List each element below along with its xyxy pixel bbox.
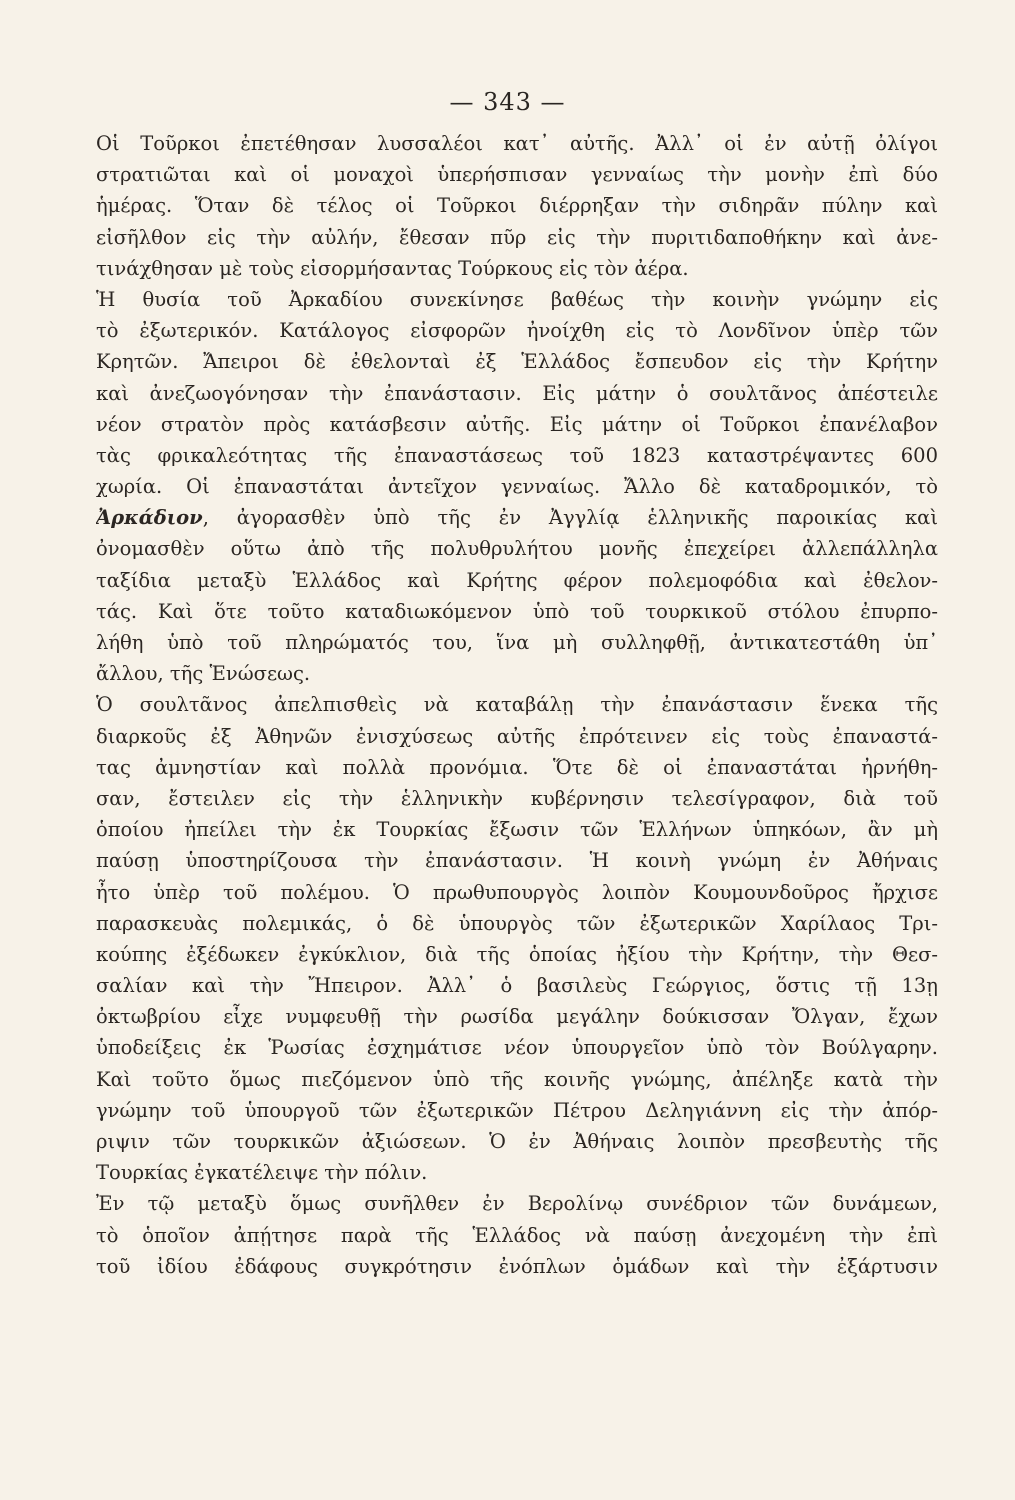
text-line (96, 1220, 938, 1251)
text-line (96, 783, 938, 814)
text-line-content: διαρκοῦς ἐξ Ἀθηνῶν ἐνισχύσεως αὐτῆς ἐπρότεινεν εἰς τοὺς ἐπαναστά- (96, 724, 938, 748)
text-line (96, 1032, 938, 1063)
body-text (96, 128, 938, 1282)
text-line-content: καὶ ἀνεζωογόνησαν τὴν ἐπανάστασιν. Εἰς μάτην ὁ σουλτᾶνος ἀπέστειλε (96, 381, 938, 405)
text-line (96, 1095, 938, 1126)
text-line-content: τὸ ὁποῖον ἀπῄτησε παρὰ τῆς Ἑλλάδος νὰ παύσῃ ἀνεχομένη τὴν ἐπὶ (96, 1223, 938, 1247)
text-line (96, 128, 938, 159)
text-line (96, 689, 938, 720)
text-line (96, 409, 938, 440)
text-line (96, 378, 938, 409)
text-line-content: ὁποίου ἠπείλει τὴν ἐκ Τουρκίας ἔξωσιν τῶν Ἑλλήνων ὑπηκόων, ἂν μὴ (96, 818, 938, 842)
text-line-content: ταξίδια μεταξὺ Ἑλλάδος καὶ Κρήτης φέρον πολεμοφόδια καὶ ἐθελον- (96, 568, 938, 592)
text-line-content: Ὁ σουλτᾶνος ἀπελπισθεὶς νὰ καταβάλῃ τὴν ἐπανάστασιν ἕνεκα τῆς (96, 693, 938, 717)
text-line-content: στρατιῶται καὶ οἱ μοναχοὶ ὑπερήσπισαν γενναίως τὴν μονὴν ἐπὶ δύο (96, 163, 938, 187)
text-line-content: χωρία. Οἱ ἐπαναστάται ἀντεῖχον γενναίως. Ἄλλο δὲ καταδρομικόν, τὸ (96, 475, 938, 499)
text-line (96, 814, 938, 845)
text-line-content: ἄλλου, τῆς Ἑνώσεως. (96, 662, 311, 686)
text-line (96, 1064, 938, 1095)
text-line (96, 1126, 938, 1157)
text-line (96, 845, 938, 876)
text-line-content: κούπης ἐξέδωκεν ἐγκύκλιον, διὰ τῆς ὁποίας ἠξίου τὴν Κρήτην, τὴν Θεσ- (96, 942, 938, 966)
text-line-content: Ἡ θυσία τοῦ Ἀρκαδίου συνεκίνησε βαθέως τὴν κοινὴν γνώμην εἰς (96, 287, 938, 311)
text-line-content: ἦτο ὑπὲρ τοῦ πολέμου. Ὁ πρωθυπουργὸς λοιπὸν Κουμουνδοῦρος ἤρχισε (96, 880, 938, 904)
text-line (96, 284, 938, 315)
text-line (96, 346, 938, 377)
text-line (96, 222, 938, 253)
text-line (96, 658, 938, 689)
text-line (96, 502, 938, 533)
text-line-content: τὸ ἐξωτερικόν. Κατάλογος εἰσφορῶν ἠνοίχθη εἰς τὸ Λονδῖνον ὑπὲρ τῶν (96, 319, 938, 343)
ship-name: Ἀρκάδιον (96, 506, 203, 530)
text-line-content: ὀκτωβρίου εἶχε νυμφευθῇ τὴν ρωσίδα μεγάλην δούκισσαν Ὄλγαν, ἔχων (96, 1005, 938, 1029)
text-line (96, 752, 938, 783)
text-line-content: γνώμην τοῦ ὑπουργοῦ τῶν ἐξωτερικῶν Πέτρου Δεληγιάννη εἰς τὴν ἀπόρ- (96, 1098, 938, 1122)
text-line (96, 596, 938, 627)
text-line (96, 440, 938, 471)
text-line (96, 159, 938, 190)
text-line-content: Τουρκίας ἐγκατέλειψε τὴν πόλιν. (96, 1161, 428, 1185)
text-line-content: σαν, ἔστειλεν εἰς τὴν ἑλληνικὴν κυβέρνησιν τελεσίγραφον, διὰ τοῦ (96, 786, 938, 810)
text-line-content: Ἐν τῷ μεταξὺ ὅμως συνῆλθεν ἐν Βερολίνῳ συνέδριον τῶν δυνάμεων, (96, 1192, 938, 1216)
page-number: — 343 — (449, 88, 566, 116)
text-line-content: σαλίαν καὶ τὴν Ἤπειρον. Ἀλλ᾽ ὁ βασιλεὺς Γεώργιος, ὅστις τῇ 13ῃ (96, 974, 938, 998)
text-line-content: , ἀγορασθὲν ὑπὸ τῆς ἐν Ἀγγλίᾳ ἑλληνικῆς παροικίας καὶ (202, 506, 938, 530)
text-line (96, 253, 938, 284)
text-line (96, 939, 938, 970)
text-line-content: Οἱ Τοῦρκοι ἐπετέθησαν λυσσαλέοι κατ᾽ αὐτῆς. Ἀλλ᾽ οἱ ἐν αὐτῇ ὀλίγοι (96, 132, 938, 155)
text-line (96, 721, 938, 752)
text-line (96, 1157, 938, 1188)
text-line-content: εἰσῆλθον εἰς τὴν αὐλήν, ἔθεσαν πῦρ εἰς τὴν πυριτιδαποθήκην καὶ ἀνε- (96, 225, 938, 249)
text-line-content: ὀνομασθὲν οὕτω ἀπὸ τῆς πολυθρυλήτου μονῆς ἐπεχείρει ἀλλεπάλληλα (96, 537, 938, 561)
text-line (96, 565, 938, 596)
text-line-content: τὰς φρικαλεότητας τῆς ἐπαναστάσεως τοῦ 1823 καταστρέψαντες 600 (96, 443, 938, 467)
text-line (96, 533, 938, 564)
text-line (96, 471, 938, 502)
text-line-content: τοῦ ἰδίου ἐδάφους συγκρότησιν ἐνόπλων ὁμάδων καὶ τὴν ἐξάρτυσιν (96, 1254, 938, 1278)
text-line (96, 190, 938, 221)
text-line (96, 877, 938, 908)
text-line-content: τάς. Καὶ ὅτε τοῦτο καταδιωκόμενον ὑπὸ τοῦ τουρκικοῦ στόλου ἐπυρπο- (96, 599, 938, 623)
text-line (96, 627, 938, 658)
text-line-content: Καὶ τοῦτο ὅμως πιεζόμενον ὑπὸ τῆς κοινῆς γνώμης, ἀπέληξε κατὰ τὴν (96, 1067, 938, 1091)
text-line-content: ριψιν τῶν τουρκικῶν ἀξιώσεων. Ὁ ἐν Ἀθήναις λοιπὸν πρεσβευτὴς τῆς (96, 1130, 938, 1153)
text-line-content: παρασκευὰς πολεμικάς, ὁ δὲ ὑπουργὸς τῶν ἐξωτερικῶν Χαρίλαος Τρι- (96, 911, 938, 935)
text-line (96, 1001, 938, 1032)
text-line-content: Κρητῶν. Ἄπειροι δὲ ἐθελονταὶ ἐξ Ἑλλάδος ἔσπευδον εἰς τὴν Κρήτην (96, 350, 938, 374)
text-line-content: ἡμέρας. Ὅταν δὲ τέλος οἱ Τοῦρκοι διέρρηξαν τὴν σιδηρᾶν πύλην καὶ (96, 194, 938, 218)
text-line-content: ὑποδείξεις ἐκ Ῥωσίας ἐσχημάτισε νέον ὑπουργεῖον ὑπὸ τὸν Βούλγαρην. (96, 1036, 938, 1060)
text-line-content: νέον στρατὸν πρὸς κατάσβεσιν αὐτῆς. Εἰς μάτην οἱ Τοῦρκοι ἐπανέλαβον (96, 412, 938, 436)
text-line (96, 1188, 938, 1219)
text-line (96, 970, 938, 1001)
text-line-content: τινάχθησαν μὲ τοὺς εἰσορμήσαντας Τούρκους εἰς τὸν ἀέρα. (96, 256, 689, 280)
text-line (96, 1251, 938, 1282)
text-line-content: παύσῃ ὑποστηρίζουσα τὴν ἐπανάστασιν. Ἡ κοινὴ γνώμη ἐν Ἀθήναις (96, 849, 938, 873)
text-line-content: τας ἀμνηστίαν καὶ πολλὰ προνόμια. Ὅτε δὲ οἱ ἐπαναστάται ἠρνήθη- (96, 755, 938, 779)
text-line (96, 315, 938, 346)
text-line-content: λήθη ὑπὸ τοῦ πληρώματός του, ἵνα μὴ συλληφθῇ, ἀντικατεστάθη ὑπ᾽ (96, 631, 938, 654)
text-line (96, 908, 938, 939)
